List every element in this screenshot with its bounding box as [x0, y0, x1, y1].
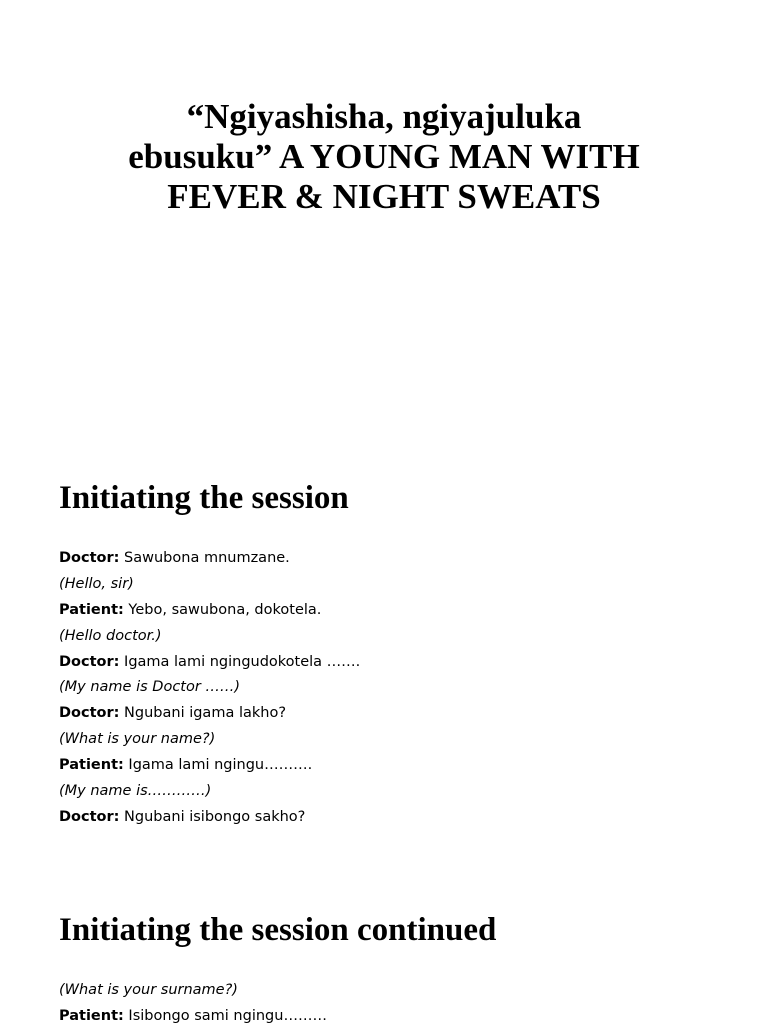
dialogue-text: Ngubani igama lakho? [119, 705, 287, 722]
dialogue-text: Yebo, sawubona, dokotela. [123, 601, 322, 618]
dialogue-line [59, 546, 739, 572]
speaker-label: Patient: [59, 601, 124, 618]
speaker-label: Patient: [59, 1007, 124, 1024]
dialogue-text: Ngubani isibongo sakho? [119, 808, 306, 825]
dialogue [59, 978, 739, 1030]
dialogue-text: Igama lami ngingu………. [123, 757, 313, 774]
dialogue-text: Isibongo sami ngingu……… [123, 1007, 327, 1024]
dialogue [59, 546, 739, 831]
speaker-label: Doctor: [59, 653, 120, 670]
dialogue-line [59, 598, 739, 624]
speaker-label: Doctor: [59, 705, 120, 722]
translation-line: (What is your name?) [59, 731, 216, 748]
speaker-label: Doctor: [59, 550, 120, 566]
dialogue-line [59, 753, 739, 779]
title-line: FEVER & NIGHT SWEATS [167, 177, 601, 216]
section-initiating-session [59, 478, 739, 831]
translation-line: (What is your surname?) [59, 982, 238, 998]
title-slide [60, 97, 708, 217]
section-heading: Initiating the session [59, 480, 349, 516]
translation-line: (Hello, sir) [59, 575, 134, 592]
dialogue-line [59, 805, 739, 831]
section-heading: Initiating the session continued [59, 912, 497, 948]
dialogue-line [59, 650, 739, 676]
section-initiating-session-continued [59, 910, 739, 1030]
speaker-label: Patient: [59, 757, 124, 774]
dialogue-text: Sawubona mnumzane. [119, 550, 290, 566]
dialogue-line [59, 1004, 739, 1030]
title-line: “Ngiyashisha, ngiyajuluka [186, 97, 582, 136]
translation-line: (My name is…………) [59, 783, 212, 800]
dialogue-line [59, 701, 739, 727]
speaker-label: Doctor: [59, 808, 120, 825]
title-line: ebusuku” A YOUNG MAN WITH [128, 137, 640, 176]
translation-line: (Hello doctor.) [59, 627, 162, 644]
dialogue-text: Igama lami ngingudokotela ……. [119, 653, 361, 670]
translation-line: (My name is Doctor ……) [59, 679, 241, 696]
